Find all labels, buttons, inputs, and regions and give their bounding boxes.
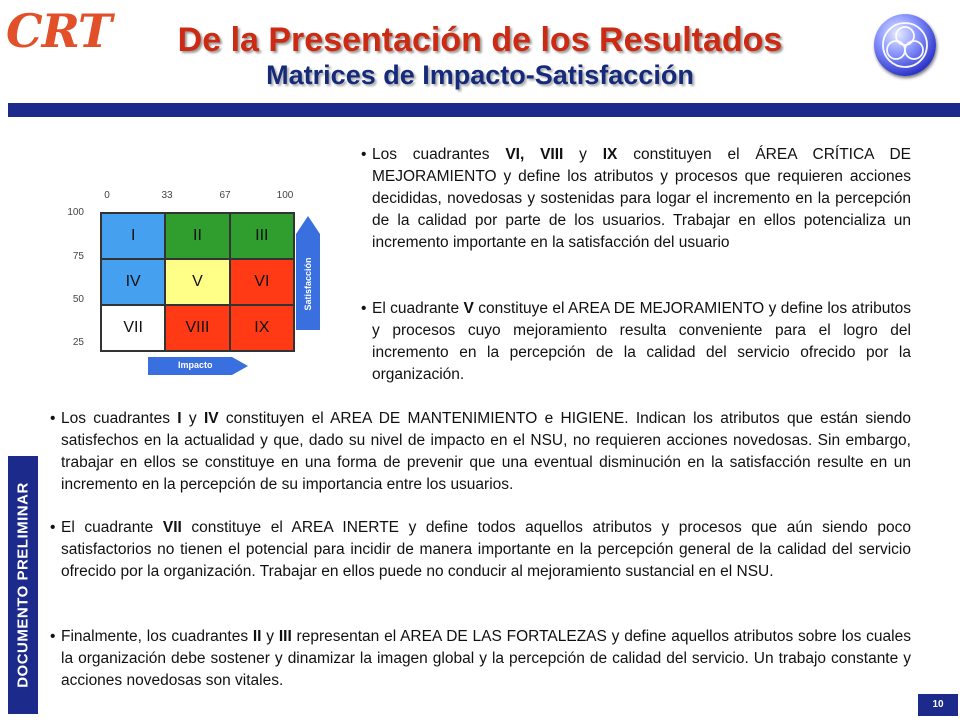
bullet-text: Los cuadrantes I y IV constituyen el AREA DE MANTENIMIENTO e HIGIENE. Indican los atributos que están siendo satisfechos en la actualidad y que, dado su nivel de impacto en el NSU, no requieren acciones novedosas. Sin embargo, trabajar en ellos se constituye en una forma de prevenir que una eventual disminución en la satisfacción resulte en un incremento en la percepción de su importancia entre los usuarios.	[61, 410, 912, 493]
quadrant-cell: VIII	[165, 305, 229, 351]
bullet-marker: •	[50, 519, 56, 536]
y-tick: 100	[67, 207, 84, 218]
header-bar	[8, 103, 960, 117]
quadrant-matrix	[100, 212, 295, 352]
impact-axis-label: Impacto	[178, 360, 213, 370]
bullet-marker: •	[50, 628, 56, 645]
x-tick: 33	[161, 190, 173, 201]
page-subtitle: Matrices de Impacto-Satisfacción	[266, 60, 694, 90]
quadrant-cell: IX	[230, 305, 294, 351]
bullet-text: Finalmente, los cuadrantes II y III representan el AREA DE LAS FORTALEZAS y define aquellos atributos sobre los cuales la organización debe sostener y dinamizar la imagen global y la percepción de calidad del servicio. Un trabajo constante y acciones novedosas son vitales.	[61, 628, 911, 689]
sidebar-label: DOCUMENTO PRELIMINAR	[14, 482, 32, 688]
bullet-marker: •	[50, 410, 56, 427]
quadrant-cell: IV	[101, 259, 165, 305]
bullet-marker: •	[361, 300, 367, 317]
bullet-text: Los cuadrantes VI, VIII y IX constituyen el ÁREA CRÍTICA DE MEJORAMIENTO y define los atributos y procesos que requieren acciones decididas, novedosas y sostenidas para logar el incremento en la percepción de la calidad por parte de los usuarios. Trabajar en ellos potencializa un incremento importante en la satisfacción del usuario	[372, 146, 911, 251]
quadrant-cell: VII	[101, 305, 165, 351]
bullet-critical-area	[361, 144, 911, 254]
quadrant-cell: VI	[230, 259, 294, 305]
quadrant-cell: II	[165, 213, 229, 259]
bullet-marker: •	[361, 146, 367, 163]
y-tick: 50	[72, 294, 84, 305]
sidebar-label-bar	[8, 456, 38, 714]
satisfaction-axis-label: Satisfacción	[303, 257, 313, 311]
x-tick: 100	[276, 190, 294, 201]
x-tick: 67	[219, 190, 231, 201]
bullet-improvement-area	[361, 298, 912, 386]
quadrant-cell: III	[230, 213, 294, 259]
page-title: De la Presentación de los Resultados	[177, 21, 783, 59]
bullet-text: El cuadrante VII constituye el AREA INERTE y define todos aquellos atributos y procesos que aún siendo poco satisfactorios no tienen el potencial para incidir de manera importante en la percepción general de la calidad del servicio ofrecido por la organización. Trabajar en ellos puede no conducir al mejoramiento sustancial en el NSU.	[61, 519, 911, 580]
bullet-strengths-area	[50, 626, 911, 692]
satisfaction-axis-arrow	[296, 216, 320, 330]
page-number: 10	[918, 694, 958, 716]
bullet-maintenance-area	[50, 408, 912, 496]
x-tick: 0	[104, 190, 110, 201]
crt-logo: CRT	[6, 4, 112, 58]
impact-axis-arrow	[148, 357, 248, 375]
y-tick: 75	[72, 251, 84, 262]
bullet-text: El cuadrante V constituye el AREA DE MEJORAMIENTO y define los atributos y procesos cuyo mejoramiento resulta conveniente para el logro del incremento en la percepción de la calidad del servicio ofrecido por la organización.	[372, 300, 912, 383]
quadrant-cell: V	[165, 259, 229, 305]
y-tick: 25	[72, 337, 84, 348]
globe-icon	[874, 14, 936, 76]
quadrant-cell: I	[101, 213, 165, 259]
bullet-inert-area	[50, 517, 911, 583]
